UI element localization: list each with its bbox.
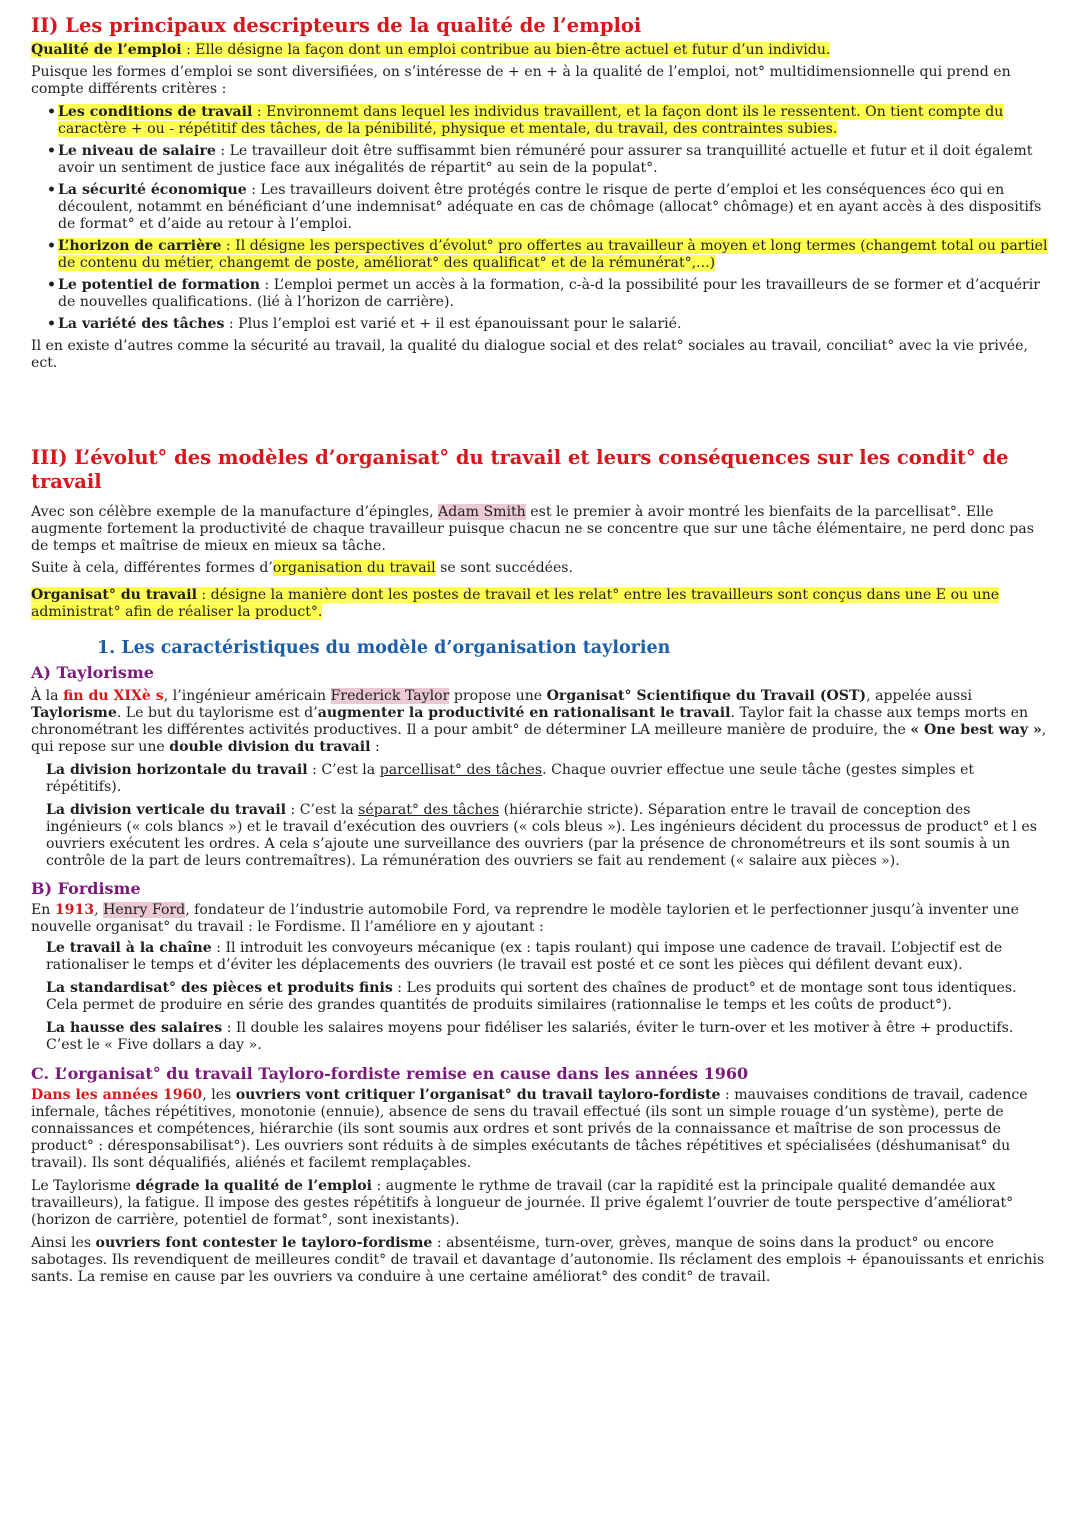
remise-en-cause-p1: Dans les années 1960, les ouvriers vont critiquer l’organisat° du travail tayloro-fordiste : mauvaises conditions de travail, cadence infernale, tâches répétitives, monotonie (ennuie), absence de sens du travail effectué (ils sont un simple rouage d’un système), perte de connaissances et compétences, hiérarchie (ils sont soumis aux ordres et sont privés de la connaissance et maîtrise de son processus de product° : déresponsabilisat°). Les ouvriers sont réduits à de simples exécutants de tâches répétitives et spécialisées (déshumanisat° du travail). Ils sont déqualifiés, aliénés et facilemt remplaçables. [31, 1087, 1028, 1171]
list-item: • L’horizon de carrière : Il désigne les perspectives d’évolut° pro offertes au travailleur à moyen et long termes (changemt total ou partiel de contenu du métier, changemt de poste, améliorat° des qualificat° et de la rémunérat°,...) [31, 238, 1050, 272]
criteria-list [31, 104, 1050, 333]
list-item: • La variété des tâches : Plus l’emploi est varié et + il est épanouissant pour le salarié. [31, 316, 1050, 333]
taylorisme-paragraph: À la fin du XIXè s, l’ingénieur américain Frederick Taylor propose une Organisat° Scientifique du Travail (OST), appelée aussi Taylorisme. Le but du taylorisme est d’augmenter la productivité en rationalisant le travail. Taylor fait la chasse aux temps morts en chronométrant les différentes activités productives. Il a pour ambit° de déterminer LA meilleure manière de produire, the « One best way », qui repose sur une double division du travail : [31, 688, 1047, 755]
division-verticale: La division verticale du travail : C’est la séparat° des tâches (hiérarchie stricte). Séparation entre le travail de conception des ingénieurs (« cols blancs ») et le travail d’exécution des ouvriers (« cols bleus »). Les ingénieurs décident du processus de product° et l es ouvriers exécutent les ordres. A cela s’ajoute une surveillance des ouvriers (par la présence de chronométreurs et ils sont soumis à un contrôle de la part de leurs contremaîtres). La rémunération des ouvriers se fait au rendement (« salaire aux pièces »). [46, 802, 1037, 869]
section-3-title: III) L’évolut° des modèles d’organisat° du travail et leurs conséquences sur les condit° de travail [31, 446, 1009, 493]
list-item: • La sécurité économique : Les travailleurs doivent être protégés contre le risque de perte d’emploi et les conséquences éco qui en découlent, notammt en bénéficiant d’une indemnisat° adéquate en cas de chômage (allocat° chômage) et en ayant accès à des dispositifs de format° et d’aide au retour à l’emploi. [31, 182, 1050, 233]
remise-en-cause-p3: Ainsi les ouvriers font contester le tayloro-fordisme : absentéisme, turn-over, grèves, manque de soins dans la product° ou encore sabotages. Ils revendiquent de meilleures condit° de travail et davantage d’autonomie. Ils réclament des emplois + épanouissants et enrichis sants. La remise en cause par les ouvriers va conduire à une certaine améliorat° des condit° de travail. [31, 1235, 1045, 1285]
taylorisme-title: A) Taylorisme [31, 663, 154, 682]
section-3-transition: Suite à cela, différentes formes d’organisation du travail se sont succédées. [31, 560, 573, 576]
standardisation: La standardisat° des pièces et produits finis : Les produits qui sortent des chaînes de product° et de montage sont tous identiques. Cela permet de produire en série des grandes quantités de produits similaires (rationnalise le temps et les coûts de product°). [46, 980, 1017, 1013]
fordisme-paragraph: En 1913, Henry Ford, fondateur de l’industrie automobile Ford, va reprendre le modèle taylorien et le perfectionner jusqu’à inventer une nouvelle organisat° du travail : le Fordisme. Il l’améliore en y ajoutant : [31, 902, 1019, 935]
name-frederick-taylor: Frederick Taylor [330, 688, 450, 704]
section-3-intro: Avec son célèbre exemple de la manufacture d’épingles, Adam Smith est le premier à avoir montré les bienfaits de la parcellisat°. Elle augmente fortement la productivité de chaque travailleur puisque chacun ne se concentre que sur une tâche élémentaire, ne perd donc pas de temps et maîtrise de mieux en mieux sa tâche. [31, 504, 1034, 554]
remise-en-cause-p2: Le Taylorisme dégrade la qualité de l’emploi : augmente le rythme de travail (car la rapidité est la principale qualité demandée aux travailleurs), la fatigue. Il impose des gestes répétitifs à longueur de journée. Il prive égalemt l’ouvrier de toute perspective d’améliorat° (horizon de carrière, potentiel de format°, sont inexistants). [31, 1178, 1014, 1228]
definition-organisation-travail: Organisat° du travail : désigne la manière dont les postes de travail et les relat° entre les travailleurs sont conçus dans une E ou une administrat° afin de réaliser la product°. [31, 587, 1000, 620]
fordisme-title: B) Fordisme [31, 879, 141, 898]
section-2-title: II) Les principaux descripteurs de la qualité de l’emploi [31, 14, 642, 37]
remise-en-cause-title: C. L’organisat° du travail Tayloro-fordiste remise en cause dans les années 1960 [31, 1064, 749, 1083]
division-horizontale: La division horizontale du travail : C’est la parcellisat° des tâches. Chaque ouvrier effectue une seule tâche (gestes simples et répétitifs). [46, 762, 975, 795]
list-item: • Les conditions de travail : Environnemt dans lequel les individus travaillent, et la façon dont ils le ressentent. On tient compte du caractère + ou - répétitif des tâches, de la pénibilité, physique et mentale, du travail, des contraintes subies. [31, 104, 1050, 138]
list-item: • Le niveau de salaire : Le travailleur doit être suffisammt bien rémunéré pour assurer sa tranquillité actuelle et futur et il doit égalemt avoir un sentiment de justice face aux inégalités de répartit° au sein de la populat°. [31, 143, 1050, 177]
name-adam-smith: Adam Smith [438, 504, 526, 520]
travail-a-la-chaine: Le travail à la chaîne : Il introduit les convoyeurs mécanique (ex : tapis roulant) qui impose une cadence de travail. L’objectif est de rationaliser le temps et d’éviter les déplacements des ouvriers (le travail est posté et ce sont les pièces qui défilent devant eux). [46, 940, 1003, 973]
list-item: • Le potentiel de formation : L’emploi permet un accès à la formation, c-à-d la possibilité pour les travailleurs de se former et d’acquérir de nouvelles qualifications. (lié à l’horizon de carrière). [31, 277, 1050, 311]
section-2-outro: Il en existe d’autres comme la sécurité au travail, la qualité du dialogue social et des relat° sociales au travail, conciliat° avec la vie privée, ect. [31, 338, 1028, 371]
hausse-salaires: La hausse des salaires : Il double les salaires moyens pour fidéliser les salariés, éviter le turn-over et les motiver à être + productifs. C’est le « Five dollars a day ». [46, 1020, 1014, 1053]
subsection-1-title: 1. Les caractéristiques du modèle d’organisation taylorien [97, 638, 671, 658]
name-henry-ford: Henry Ford [103, 902, 186, 918]
section-2-intro: Puisque les formes d’emploi se sont diversifiées, on s’intéresse de + en + à la qualité de l’emploi, not° multidimensionnelle qui prend en compte différents critères : [31, 64, 1011, 97]
definition-qualite-emploi: Qualité de l’emploi : Elle désigne la façon dont un emploi contribue au bien-être actuel et futur d’un individu. [31, 42, 831, 58]
